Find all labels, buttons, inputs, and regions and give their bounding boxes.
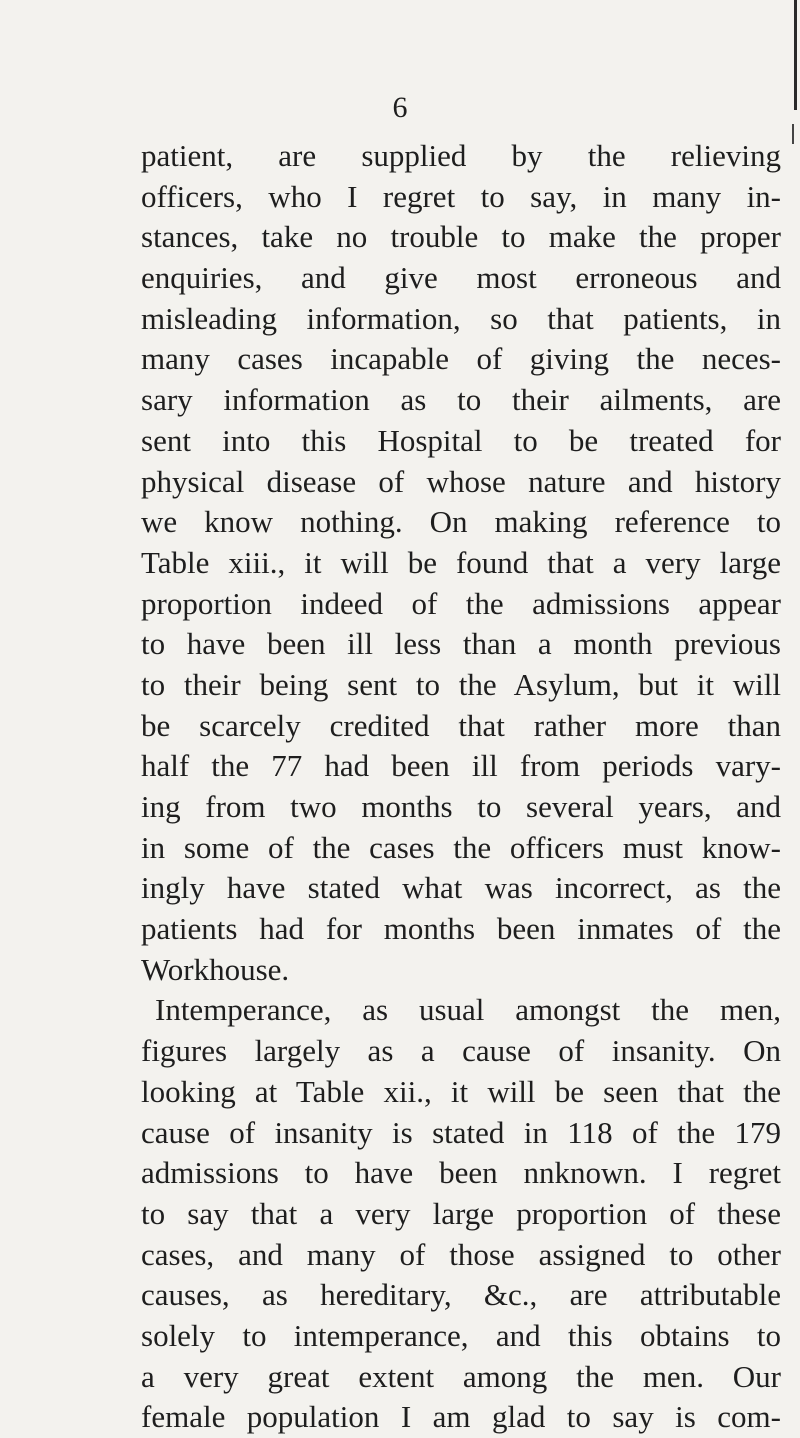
page-number: 6 — [392, 91, 408, 124]
text-line: ingly have stated what was incorrect, as the — [141, 870, 781, 906]
text-line: we know nothing. On making reference to — [141, 504, 781, 540]
text-line: patient, are supplied by the relieving — [141, 138, 781, 173]
text-line: figures largely as a cause of insanity. On — [141, 1033, 781, 1069]
text-line: to have been ill less than a month previous — [141, 626, 781, 662]
text-line: Workhouse. — [141, 951, 290, 987]
text-line: causes, as hereditary, &c., are attributable — [141, 1277, 781, 1313]
text-line: patients had for months been inmates of the — [141, 911, 781, 947]
text-line: a very great extent among the men. Our — [141, 1358, 781, 1394]
text-line: cause of insanity is stated in 118 of the 179 — [141, 1114, 781, 1150]
text-line: female population I am glad to say is com- — [141, 1399, 781, 1435]
text-line: solely to intemperance, and this obtains to — [141, 1317, 781, 1353]
text-line: be scarcely credited that rather more than — [141, 707, 781, 743]
page-edge-tick — [792, 124, 794, 144]
text-line: officers, who I regret to say, in many in- — [141, 178, 781, 214]
text-line: to their being sent to the Asylum, but it will — [141, 666, 781, 702]
text-line: to say that a very large proportion of these — [141, 1195, 781, 1231]
text-line: sent into this Hospital to be treated for — [141, 422, 781, 458]
text-line: in some of the cases the officers must know- — [141, 829, 781, 865]
text-line: ing from two months to several years, and — [141, 789, 781, 824]
text-line: half the 77 had been ill from periods vary- — [141, 748, 781, 784]
text-line: misleading information, so that patients, in — [141, 300, 781, 336]
text-line: admissions to have been nnknown. I regret — [141, 1155, 781, 1191]
text-line: physical disease of whose nature and history — [141, 463, 781, 499]
text-line: Table xiii., it will be found that a very large — [141, 544, 781, 580]
text-line: stances, take no trouble to make the proper — [141, 219, 781, 255]
body-text — [141, 136, 781, 1438]
text-line: cases, and many of those assigned to other — [141, 1236, 781, 1272]
text-line: proportion indeed of the admissions appear — [141, 585, 781, 621]
text-line: Intemperance, as usual amongst the men, — [155, 992, 781, 1028]
text-line: many cases incapable of giving the neces- — [141, 341, 781, 377]
text-line: looking at Table xii., it will be seen that the — [141, 1073, 781, 1109]
text-line: enquiries, and give most erroneous and — [141, 260, 781, 296]
text-line: sary information as to their ailments, are — [141, 382, 781, 418]
